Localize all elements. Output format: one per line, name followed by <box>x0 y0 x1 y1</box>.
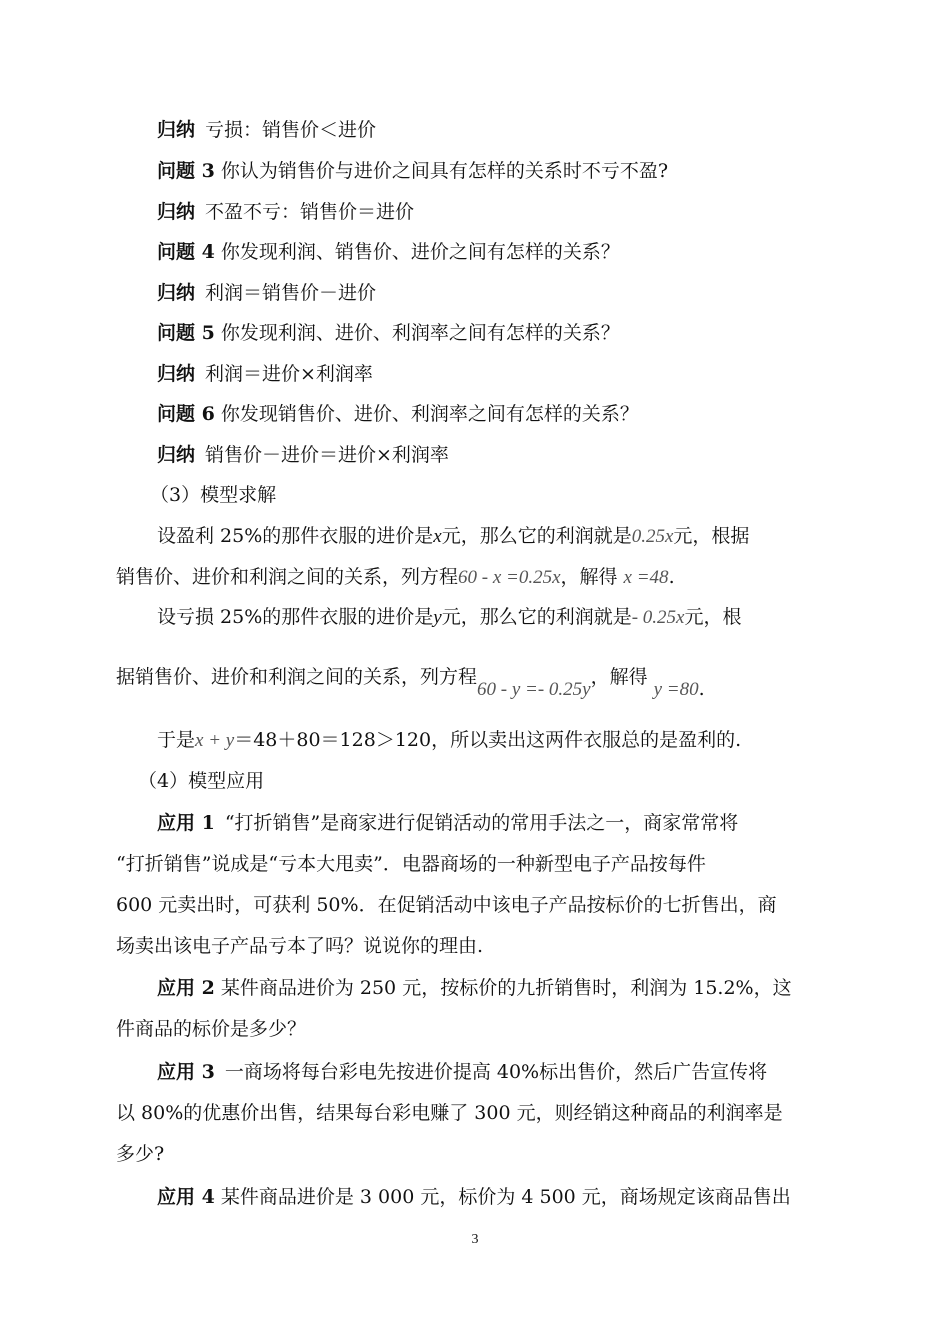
question-label: 问题 3 <box>157 160 215 182</box>
application-1-line-4: 场卖出该电子产品亏本了吗？说说你的理由. <box>116 935 484 957</box>
summary-label: 归纳 <box>157 282 196 304</box>
page-number: 3 <box>471 1232 479 1247</box>
question-6 <box>157 399 950 429</box>
text-fragment: ，解得 <box>560 566 618 588</box>
math-equation: 60 - x =0.25x <box>458 567 561 588</box>
question-3 <box>157 156 950 186</box>
text-fragment: 于是 <box>157 729 196 751</box>
math-expr: - 0.25x <box>631 607 685 628</box>
text-fragment: 元，那么它的利润就是 <box>441 525 632 547</box>
question-label: 问题 4 <box>157 241 215 263</box>
question-label: 问题 5 <box>157 322 215 344</box>
application-label: 应用 2 <box>157 977 215 999</box>
summary-text: 亏损：销售价＜进价 <box>205 119 377 141</box>
math-equation: 60 - y =- 0.25y <box>477 679 591 700</box>
application-3-line-2: 以 80%的优惠价出售，结果每台彩电赚了 300 元，则经销这种商品的利润率是 <box>116 1102 783 1124</box>
text-fragment: . <box>668 566 675 588</box>
application-label: 应用 3 <box>157 1061 215 1083</box>
summary-sale-price <box>157 440 950 470</box>
summary-loss <box>157 115 950 145</box>
summary-label: 归纳 <box>157 119 196 141</box>
question-text: 你发现利润、销售价、进价之间有怎样的关系？ <box>220 241 620 263</box>
application-2-line-2: 件商品的标价是多少？ <box>116 1018 307 1040</box>
section-heading-apply: （4）模型应用 <box>138 770 265 792</box>
application-label: 应用 1 <box>157 812 215 834</box>
application-1-line-2: “打折销售”说成是“亏本大甩卖”．电器商场的一种新型电子产品按每件 <box>116 853 706 875</box>
math-solution: y =80 <box>653 679 699 700</box>
question-4 <box>157 237 950 267</box>
solve-paragraph-2-line-2 <box>116 662 950 700</box>
summary-text: 不盈不亏：销售价＝进价 <box>205 201 415 223</box>
summary-profit <box>157 278 950 308</box>
text-fragment: ，解得 <box>590 666 648 688</box>
application-3-line-1 <box>157 1057 950 1087</box>
question-text: 你认为销售价与进价之间具有怎样的关系时不亏不盈? <box>220 160 669 182</box>
summary-label: 归纳 <box>157 363 196 385</box>
application-label: 应用 4 <box>157 1186 215 1208</box>
application-text: 一商场将每台彩电先按进价提高 40%标出售价，然后广告宣传将 <box>224 1061 768 1083</box>
question-text: 你发现销售价、进价、利润率之间有怎样的关系？ <box>220 403 639 425</box>
math-solution: x =48 <box>623 567 669 588</box>
section-heading-solve: （3）模型求解 <box>150 484 277 506</box>
text-fragment: 元，根 <box>684 606 742 628</box>
solve-paragraph-1-line-1 <box>157 521 950 552</box>
question-5 <box>157 318 950 348</box>
application-4-line-1 <box>157 1182 950 1212</box>
text-fragment: 元，那么它的利润就是 <box>441 606 632 628</box>
application-3-line-3: 多少? <box>116 1143 165 1165</box>
application-text: 某件商品进价为 250 元，按标价的九折销售时，利润为 15.2%，这 <box>220 977 792 999</box>
text-fragment: 据销售价、进价和利润之间的关系，列方程 <box>116 666 478 688</box>
solve-paragraph-1-line-2 <box>116 562 950 593</box>
application-text: 某件商品进价是 3 000 元，标价为 4 500 元，商场规定该商品售出 <box>220 1186 791 1208</box>
text-fragment: 设亏损 25%的那件衣服的进价是 <box>157 606 434 628</box>
math-var: y <box>433 607 442 628</box>
text-fragment: 设盈利 25%的那件衣服的进价是 <box>157 525 434 547</box>
summary-break-even <box>157 197 950 227</box>
application-1-line-3: 600 元卖出时，可获利 50%．在促销活动中该电子产品按标价的七折售出，商 <box>116 894 777 916</box>
summary-text: 销售价－进价＝进价×利润率 <box>205 444 449 466</box>
math-expr: 0.25x <box>631 526 674 547</box>
question-label: 问题 6 <box>157 403 215 425</box>
solve-paragraph-2-line-1 <box>157 602 950 633</box>
text-fragment: . <box>698 678 705 700</box>
text-fragment: 销售价、进价和利润之间的关系，列方程 <box>116 566 459 588</box>
summary-profit-rate <box>157 359 950 389</box>
question-text: 你发现利润、进价、利润率之间有怎样的关系？ <box>220 322 620 344</box>
text-fragment: ＝48＋80＝128＞120，所以卖出这两件衣服总的是盈利的. <box>234 729 742 751</box>
math-var: x <box>433 526 442 547</box>
application-2-line-1 <box>157 973 950 1003</box>
summary-text: 利润＝销售价－进价 <box>205 282 377 304</box>
summary-text: 利润＝进价×利润率 <box>205 363 373 385</box>
summary-label: 归纳 <box>157 444 196 466</box>
application-1-line-1 <box>157 808 950 838</box>
text-fragment: 元，根据 <box>673 525 750 547</box>
application-text: “打折销售”是商家进行促销活动的常用手法之一，商家常常将 <box>224 812 739 834</box>
math-expr: x + y <box>195 730 235 751</box>
summary-label: 归纳 <box>157 201 196 223</box>
conclusion <box>157 725 950 756</box>
